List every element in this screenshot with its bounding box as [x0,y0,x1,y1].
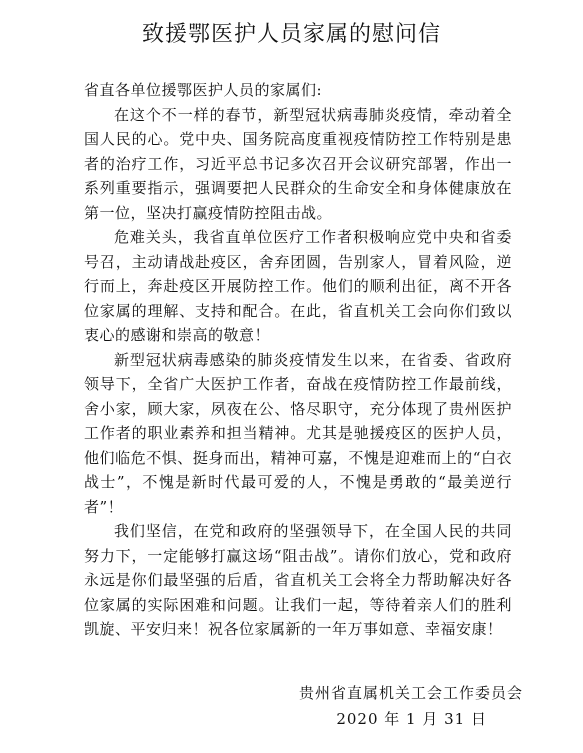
salutation: 省直各单位援鄂医护人员的家属们: [84,81,323,99]
paragraph-2: 危难关头，我省直单位医疗工作者积极响应党中央和省委号召，主动请战赴疫区，舍弃团圆，告别家人，冒着风险，逆行而上，奔赴疫区开展防控工作。他们的顺利出征，离不开各位家属的理解、支持和配合。在此，省直机关工会向你们致以衷心的感谢和崇高的敬意！ [84,228,512,344]
paragraph-1: 在这个不一样的春节，新型冠状病毒肺炎疫情，牵动着全国人民的心。党中央、国务院高度重视疫情防控工作特别是患者的治疗工作，习近平总书记多次召开会议研究部署，作出一系列重要指示，强调要把人民群众的生命安全和身体健康放在第一位，坚决打赢疫情防控阻击战。 [84,105,512,222]
letter-title: 致援鄂医护人员家属的慰问信 [141,22,441,47]
signature-organization: 贵州省直属机关工会工作委员会 [298,684,523,702]
signature-date: 2020 年 1 月 31 日 [336,710,487,728]
signature-block [299,680,523,732]
paragraph-4: 我们坚信，在党和政府的坚强领导下，在全国人民的共同努力下，一定能够打赢这场“阻击战”。请你们放心，党和政府永远是你们最坚强的后盾，省直机关工会将全力帮助解决好各位家属的实际困难和问题。让我们一起，等待着亲人们的胜利凯旋、平安归来！祝各位家属新的一年万事如意、幸福安康！ [84,522,512,638]
paragraph-3: 新型冠状病毒感染的肺炎疫情发生以来，在省委、省政府领导下，全省广大医护工作者，奋战在疫情防控工作最前线，舍小家，顾大家，夙夜在公、恪尽职守，充分体现了贵州医护工作者的职业素养和担当精神。尤其是驰援疫区的医护人员，他们临危不惧、挺身而出，精神可嘉，不愧是迎难而上的“白衣战士”，不愧是新时代最可爱的人，不愧是勇敢的“最美逆行者”！ [84,350,512,516]
letter-body [84,78,512,642]
